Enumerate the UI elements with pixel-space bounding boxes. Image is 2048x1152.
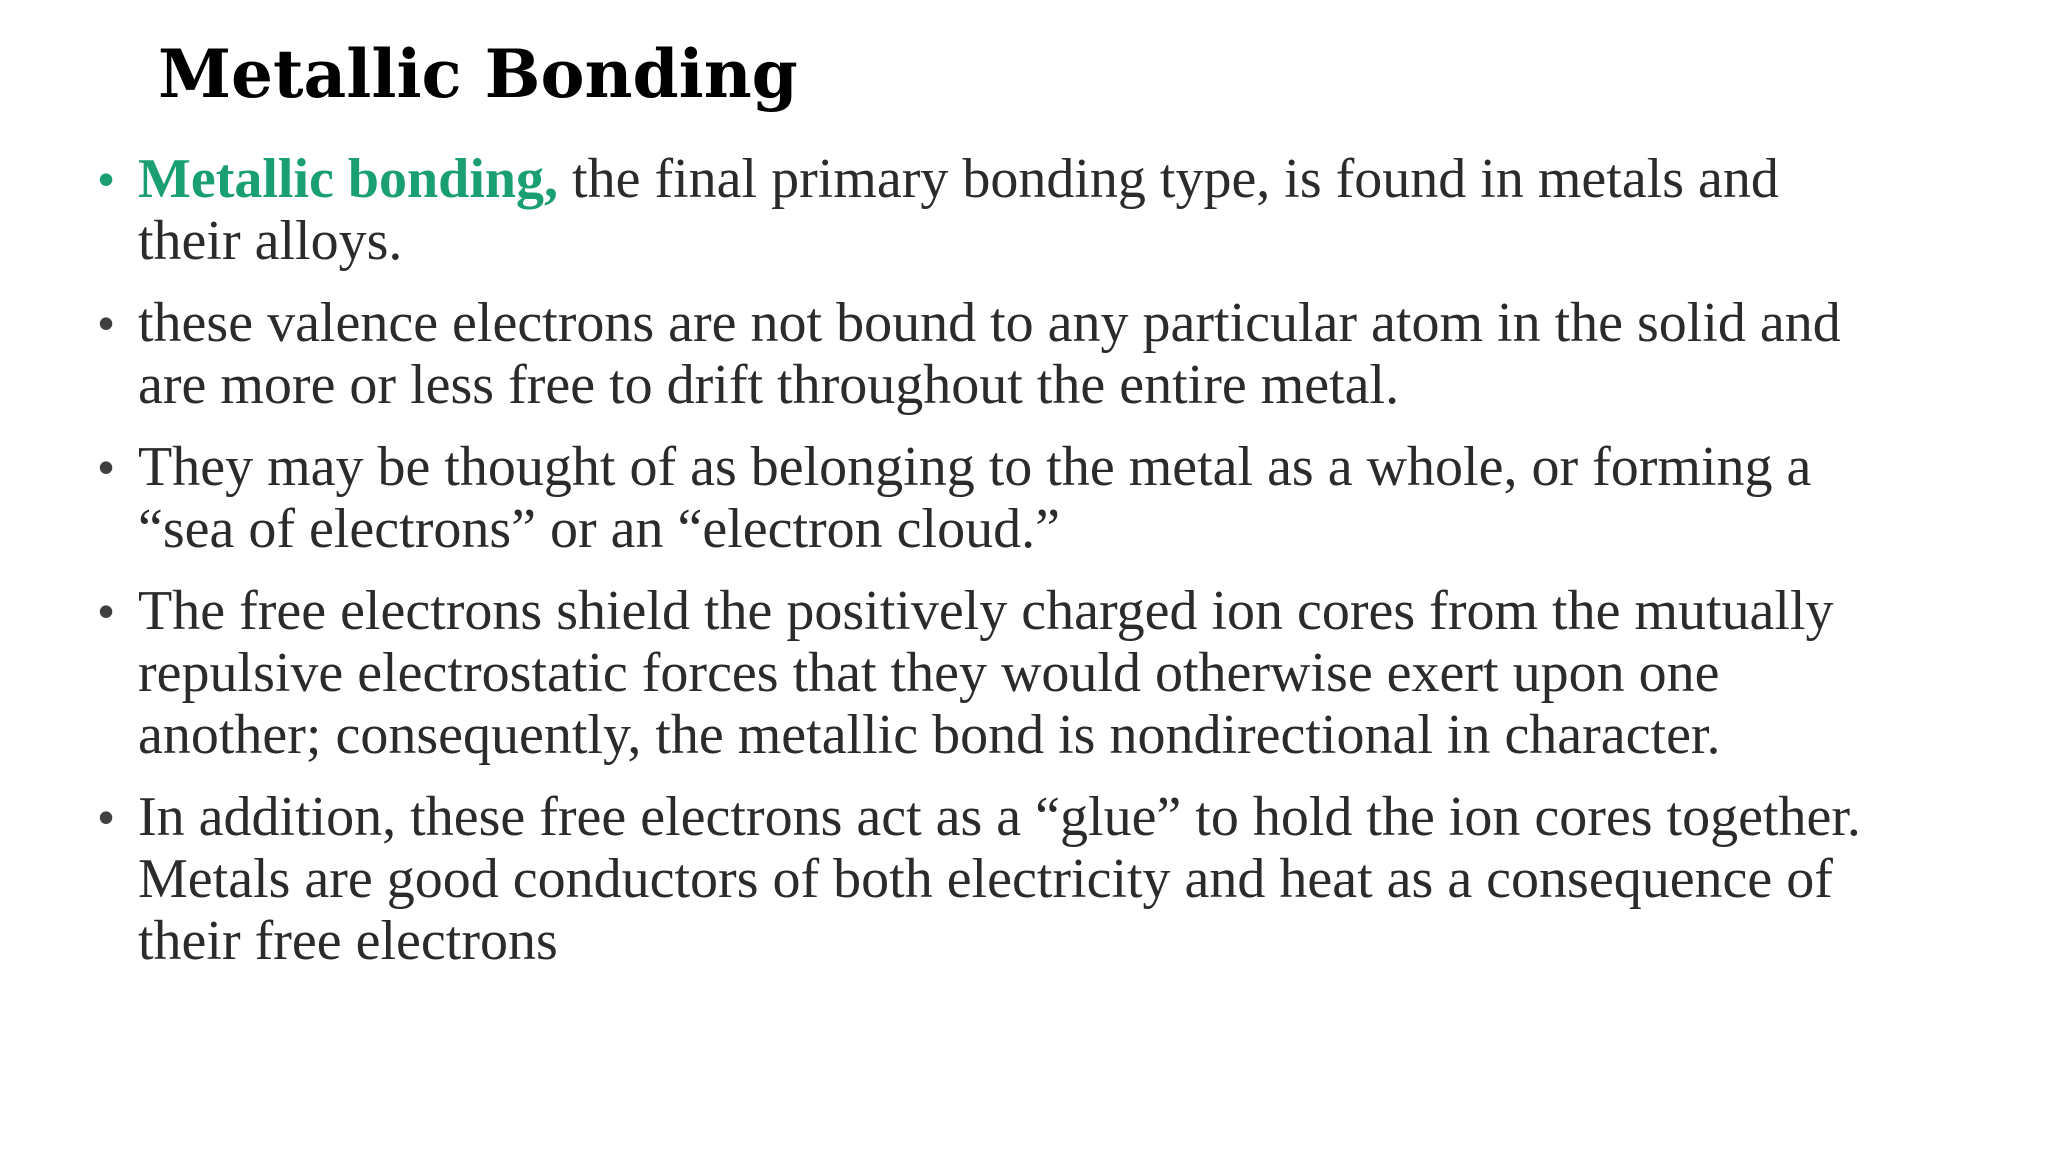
bullet-text: [138, 436, 1958, 560]
bullet-item: [98, 148, 1958, 272]
bullet-item: [98, 292, 1958, 416]
bullet-text: [138, 148, 1958, 272]
bullet-line: the final primary bonding type, is found in metals and: [558, 148, 1779, 210]
bullet-dot-icon: •: [98, 585, 115, 637]
bullet-dot-icon: •: [98, 441, 115, 493]
bullet-line: repulsive electrostatic forces that they would otherwise exert upon one: [138, 642, 1720, 704]
bullet-dot-icon: •: [98, 153, 115, 205]
bullet-item: [98, 786, 1958, 972]
bullet-dot-icon: •: [98, 791, 115, 843]
bullet-text: [138, 580, 1958, 766]
bullet-term: Metallic bonding,: [138, 148, 559, 210]
bullet-text: [138, 786, 1958, 972]
bullet-line: The free electrons shield the positively charged ion cores from the mutually: [138, 580, 1834, 642]
bullet-list: [98, 148, 1958, 992]
bullet-line: In addition, these free electrons act as a “glue” to hold the ion cores together.: [138, 786, 1861, 848]
bullet-text: [138, 292, 1958, 416]
bullet-item: [98, 436, 1958, 560]
bullet-item: [98, 580, 1958, 766]
bullet-line: these valence electrons are not bound to any particular atom in the solid and: [138, 292, 1841, 354]
bullet-dot-icon: •: [98, 297, 115, 349]
bullet-line: are more or less free to drift throughout the entire metal.: [138, 354, 1400, 416]
bullet-line: another; consequently, the metallic bond is nondirectional in character.: [138, 704, 1721, 766]
bullet-line: They may be thought of as belonging to the metal as a whole, or forming a: [138, 436, 1812, 498]
slide-title: Metallic Bonding: [158, 35, 798, 113]
bullet-line: Metals are good conductors of both electricity and heat as a consequence of: [138, 848, 1833, 910]
bullet-line: their free electrons: [138, 910, 558, 972]
bullet-line: “sea of electrons” or an “electron cloud.”: [138, 498, 1060, 560]
bullet-line: their alloys.: [138, 210, 403, 272]
